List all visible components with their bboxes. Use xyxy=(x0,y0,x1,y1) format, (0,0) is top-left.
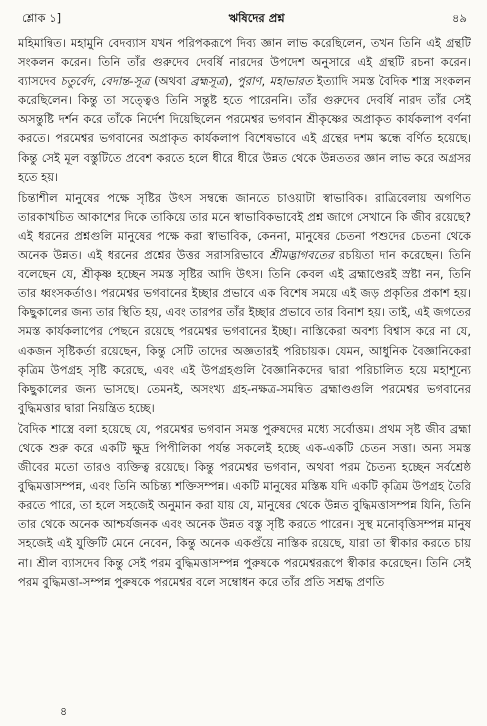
text-run: ইত্যাদি সমস্ত বৈদিক শাস্ত্র সংকলন করেছিলেন। কিন্তু তা সত্ত্বেও তিনি সন্তুষ্ট হতে পারেননি। তাঁর গুরুদেব দেবর্ষি নারদ তাঁর সেই অসন্তুষ্টি দর্শন করে তাঁকে নির্দেশ দিয়েছিলেন পরমেশ্বর ভগবান শ্রীকৃষ্ণের অপ্রাকৃত কার্যকলাপ বর্ণনা করতে। পরমেশ্বর ভগবানের অপ্রাকৃত কার্যকলাপ বিশেষভাবে এই গ্রন্থের দশম স্কন্ধে বর্ণিত হয়েছে। কিন্তু সেই মূল বস্তুটিতে প্রবেশ করতে হলে ধীরে ধীরে উন্নত থেকে উন্নততর জ্ঞান লাভ করে অগ্রসর হতে হয়। xyxy=(18,74,471,184)
text-run: , xyxy=(261,74,270,89)
verse-label: শ্লোক ১] xyxy=(22,10,62,25)
text-run: রচয়িতা দান করেছেন। তিনি বলেছেন যে, শ্রীকৃষ্ণ হচ্ছেন সমস্ত সৃষ্টির আদি উৎস। তিনি কেবল এই ব্রহ্মাণ্ডেরই স্রষ্টা নন, তিনি তার ধ্বংসকর্তাও। পরমেশ্বর ভগবানের ইচ্ছার প্রভাবে এক বিশেষ সময়ে এই জড় প্রকৃতির প্রকাশ হয়। কিছুকালের জন্য তার স্থিতি হয়, এবং তারপর তাঁর ইচ্ছার প্রভাবে তার বিনাশ হয়। তাই, এই জগতের সমস্ত কার্যকলাপের পেছনে রয়েছে পরমেশ্বর ভগবানের ইচ্ছা। নাস্তিকেরা অবশ্য বিশ্বাস করে না যে, একজন সৃষ্টিকর্তা রয়েছেন, কিন্তু সেটি তাদের অজ্ঞতারই পরিচায়ক। যেমন, আধুনিক বৈজ্ঞানিকেরা কৃত্রিম উপগ্রহ সৃষ্টি করেছে, এবং এই উপগ্রহগুলি বৈজ্ঞানিকদের দ্বারা পরিচালিত হয়ে মহাশূন্যে কিছুকালের জন্য ভাসছে। তেমনই, অসংখ্য গ্রহ-নক্ষত্র-সমন্বিত ব্রহ্মাণ্ডগুলি পরমেশ্বর ভগবানের বুদ্ধিমত্তার দ্বারা নিয়ন্ত্রিত হচ্ছে। xyxy=(18,248,471,415)
italic-term: ব্রহ্মসূত্র xyxy=(190,74,225,89)
footer-signature: ৪ xyxy=(60,705,68,718)
italic-term: মহাভারত xyxy=(269,74,313,89)
text-run: বৈদিক শাস্ত্রে বলা হয়েছে যে, পরমেশ্বর ভগবান সমস্ত পুরুষদের মধ্যে সর্বোত্তম। প্রথম সৃষ্ট জীব ব্রহ্মা থেকে শুরু করে একটি ক্ষুদ্র পিপীলিকা পর্যন্ত সকলেই হচ্ছে এক-একটি চেতন সত্তা। অন্য সমস্ত জীবের মতো তারও ব্যক্তিত্ব রয়েছে। কিন্তু পরমেশ্বর ভগবান, অথবা পরম চৈতন্য হচ্ছেন সর্বশ্রেষ্ঠ বুদ্ধিমত্তাসম্পন্ন, এবং তিনি অচিন্ত্য শক্তিসম্পন্ন। একটি মানুষের মস্তিষ্ক যদি একটি কৃত্রিম উপগ্রহ তৈরি করতে পারে, তা হলে সহজেই অনুমান করা যায় যে, মানুষের থেকে উন্নত বুদ্ধিমত্তাসম্পন্ন যিনি, তিনি তার থেকে অনেক আশ্চর্যজনক এবং অনেক উন্নত বস্তু সৃষ্টি করতে পারেন। সুস্থ মনোবৃত্তিসম্পন্ন মানুষ সহজেই এই যুক্তিটি মেনে নেবেন, কিন্তু অনেক একগুঁয়ে নাস্তিক রয়েছে, যারা তা স্বীকার করতে চায় না। শ্রীল ব্যাসদেব কিন্তু সেই পরম বুদ্ধিমত্তাসম্পন্ন পুরুষকে পরমেশ্বররূপে স্বীকার করেছেন। তিনি সেই পরম বুদ্ধিমত্তা-সম্পন্ন পুরুষকে পরমেশ্বর বলে সম্বোধন করে তাঁর প্রতি সশ্রদ্ধ প্রণতি xyxy=(18,421,471,589)
page-number: ৪৯ xyxy=(452,10,467,25)
paragraph xyxy=(18,34,471,187)
italic-term: বেদান্ত-সূত্র xyxy=(100,74,150,89)
chapter-title: ঋষিদের প্রশ্ন xyxy=(228,10,285,25)
italic-term: চতুর্বেদ xyxy=(60,74,93,89)
text-run: মহিমান্বিত। মহামুনি বেদব্যাস যখন পরিপকরূপে দিব্য জ্ঞান লাভ করেছিলেন, তখন তিনি এই গ্রন্থটি সংকলন করেন। তিনি তাঁর গুরুদেব দেবর্ষি নারদের উপদেশ অনুসারে এই গ্রন্থটি রচনা করেন। ব্যাসদেব xyxy=(18,36,471,89)
body-text xyxy=(18,34,471,702)
italic-term: পুরাণ xyxy=(236,74,262,89)
italic-term: শ্রীমদ্ভাগবতের xyxy=(269,248,334,263)
running-header xyxy=(22,8,467,30)
text-run: , xyxy=(92,74,101,89)
paragraph xyxy=(18,420,471,592)
paragraph xyxy=(18,189,471,418)
text-run: চিন্তাশীল মানুষের পক্ষে সৃষ্টির উৎস সম্বন্ধে জানতে চাওয়াটা স্বাভাবিক। রাত্রিবেলায় অগণিত তারকাখচিত আকাশের দিকে তাকিয়ে তার মনে স্বাভাবিকভাবেই প্রশ্ন জাগে সেখানে কি জীব রয়েছে? এই ধরনের প্রশ্নগুলি মানুষের পক্ষে করা স্বাভাবিক, কেননা, মানুষের চেতনা পশুদের চেতনা থেকে অনেক উন্নত। এই ধরনের প্রশ্নের উত্তর সরাসরিভাবে xyxy=(18,190,471,263)
text-run: ), xyxy=(224,74,237,89)
text-run: (অথবা xyxy=(149,74,191,89)
